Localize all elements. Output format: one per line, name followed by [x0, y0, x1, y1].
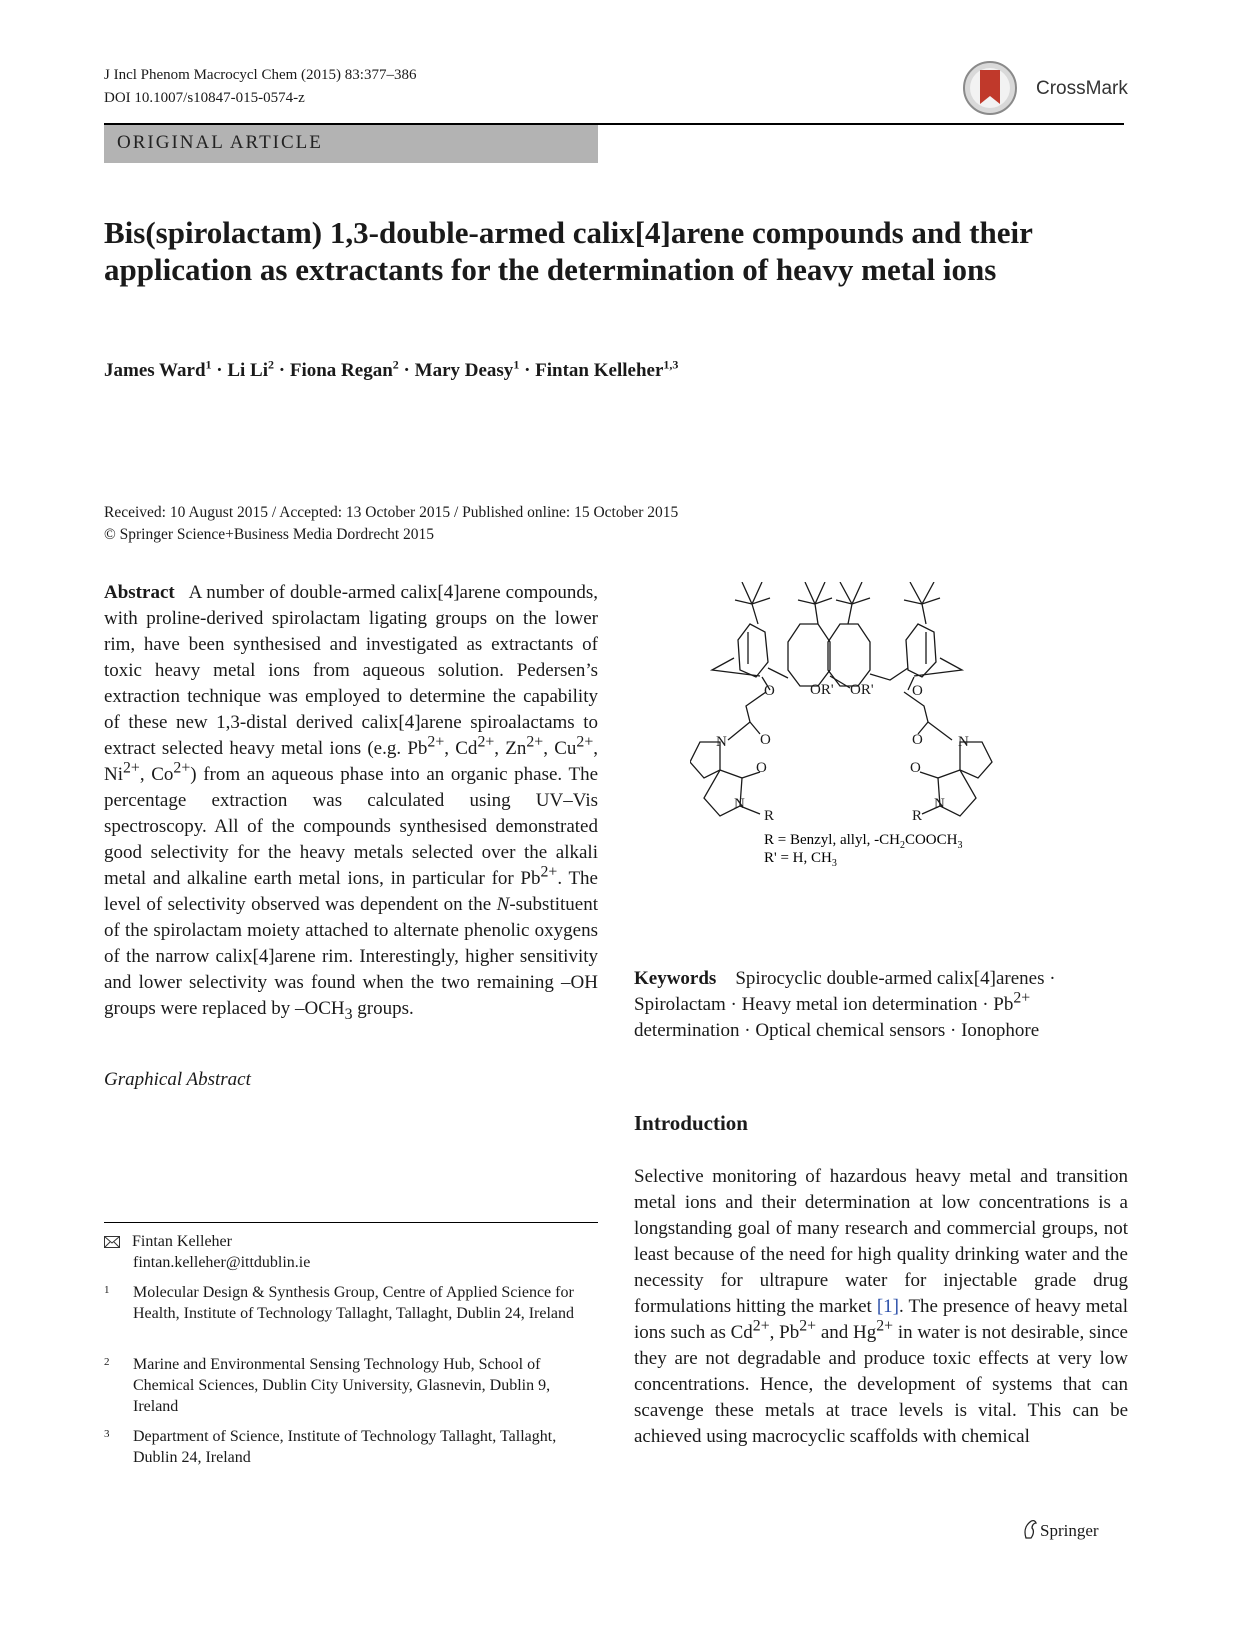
corresponding-email[interactable]: fintan.kelleher@ittdublin.ie: [133, 1254, 311, 1271]
label-or-prime-1: OR': [810, 682, 834, 698]
abstract-label: Abstract: [104, 582, 175, 603]
corresponding-name: Fintan Kelleher: [132, 1233, 232, 1250]
journal-line: J Incl Phenom Macrocycl Chem (2015) 83:377–386: [104, 67, 417, 83]
article-dates: [104, 502, 678, 546]
label-n-3: N: [958, 734, 969, 750]
label-o-2: O: [912, 683, 923, 699]
doi-line: DOI 10.1007/s10847-015-0574-z: [104, 90, 305, 106]
keywords-label: Keywords: [634, 968, 717, 989]
author-affiliation: 1,3: [663, 357, 679, 372]
structure-labels: [716, 682, 969, 824]
label-r-2: R: [912, 808, 923, 824]
author-separator: ·: [274, 360, 290, 381]
abstract-text-4: -substituent of the spirolactam moiety attached to alternate phenolic oxygens of the narrow calix[4]arene rim. Interestingly, higher sensitivity and lower selectivity was found when the two remaining –OH groups were replaced by –OCH: [104, 894, 598, 1019]
author-separator: ·: [398, 360, 415, 381]
section-banner-label: ORIGINAL ARTICLE: [117, 132, 323, 153]
label-o-1: O: [764, 683, 775, 699]
author-name[interactable]: Li Li: [227, 360, 269, 381]
affiliation-1: 1 Molecular Design & Synthesis Group, Centre of Applied Science for Health, Institute of Technology Tallaght, Tallaght, Dublin 24, Ireland: [104, 1284, 574, 1322]
affiliation-2: 2 Marine and Environmental Sensing Technology Hub, School of Chemical Sciences, Dublin City University, Glasnevin, Dublin 9, Ireland: [104, 1356, 551, 1415]
reference-link-1[interactable]: [1]: [876, 1296, 899, 1317]
abstract-text-1: A number of double-armed calix[4]arene compounds, with proline-derived spirolactam ligating groups on the lower rim, have been synthesised and investigated as extractants of toxic heavy metal ions from aqueous solution. Pedersen’s extraction technique was employed to determine the capability of these new 1,3-distal derived calix[4]arene spiroalactams to extract selected heavy metal ions (e.g. Pb: [104, 582, 598, 759]
crossmark-label[interactable]: CrossMark: [1036, 78, 1128, 99]
keywords: Keywords Spirocyclic double-armed calix[4]arenes · Spirolactam · Heavy metal ion determination · $Pb^{2+}$ determination · Optical chemical sensors · Ionophore: [634, 968, 1056, 1041]
label-o-4: O: [756, 760, 767, 776]
crossmark-icon[interactable]: [960, 60, 1020, 116]
label-o-3: O: [760, 732, 771, 748]
graphical-abstract-label: Graphical Abstract: [104, 1069, 251, 1090]
author-separator: ·: [519, 360, 536, 381]
label-r-1: R: [764, 808, 775, 824]
author-list: [104, 357, 679, 382]
abstract-text-3: . The level of selectivity observed was dependent on the: [104, 868, 598, 915]
publisher-name: Springer: [1040, 1521, 1099, 1540]
abstract-text-2: ) from an aqueous phase into an organic phase. The percentage extraction was calculated using UV–Vis spectroscopy. All of the compounds synthesised demonstrated good selectivity for the heavy metals selected over the alkali metal and alkaline earth metal ions, in particular for: [104, 764, 599, 889]
keywords-text-1: Spirocyclic double-armed calix[4]arenes · Spirolactam · Heavy metal ion determination · Pb: [634, 968, 1056, 1015]
author-affiliation: 2: [268, 357, 275, 372]
affiliation-3: 3 Department of Science, Institute of Technology Tallaght, Tallaght, Dublin 24, Ireland: [104, 1428, 557, 1466]
article-title: Bis(spirolactam) 1,3-double-armed calix[4]arene compounds and their application as extractants for the determination of heavy metal ions: [104, 215, 1033, 287]
r-prime-definition: R' = H, $CH_3$: [764, 850, 837, 869]
author-name[interactable]: Mary Deasy: [414, 360, 514, 381]
envelope-icon: [104, 1236, 120, 1248]
label-o-6: O: [910, 760, 921, 776]
r-definition: R = Benzyl, allyl, $-CH_2COOCH_3$: [764, 832, 963, 851]
springer-horse-icon: [1022, 1518, 1038, 1540]
label-n-2: N: [734, 796, 745, 812]
keywords-text-2: determination · Optical chemical sensors · Ionophore: [634, 1020, 1040, 1041]
label-n-4: N: [934, 796, 945, 812]
copyright-line: © Springer Science+Business Media Dordrecht 2015: [104, 526, 435, 543]
author-name[interactable]: Fiona Regan: [289, 360, 393, 381]
calixarene-structure-figure: [690, 582, 1100, 912]
label-or-prime-2: OR': [850, 682, 874, 698]
author-name[interactable]: James Ward: [104, 360, 206, 381]
label-o-5: O: [912, 732, 923, 748]
label-n-1: N: [716, 734, 727, 750]
author-name[interactable]: Fintan Kelleher: [535, 360, 664, 381]
footnote-rule: [104, 1222, 598, 1223]
journal-citation: [104, 64, 416, 110]
author-affiliation: 2: [392, 357, 399, 372]
corresponding-author: [104, 1231, 310, 1273]
author-separator: ·: [211, 360, 228, 381]
introduction-text: Selective monitoring of hazardous heavy metal and transition metal ions and their determination at low concentrations is a longstanding goal of many research and commercial groups, not least because of the need for high quality drinking water and the necessity for ultrapure water for injectable grade drug formulations hitting the market [1]. The presence of heavy metal ions such as $Cd^{2+}$, $Pb^{2+}$ and $Hg^{2+}$ in water is not desirable, since they are not degradable and produce toxic effects at very low concentrations. Hence, the development of systems that can scavenge these metals at trace levels is vital. This can be achieved using macrocyclic scaffolds with chemical: [634, 1166, 1128, 1447]
abstract: Abstract A number of double-armed calix[4]arene compounds, with proline-derived spirolactam ligating groups on the lower rim, have been synthesised and investigated as extractants of toxic heavy metal ions from aqueous solution. Pedersen’s extraction technique was employed to determine the capability of these new 1,3-distal derived calix[4]arene spiroalactams to extract selected heavy metal ions (e.g. $Pb^{2+}$, $Cd^{2+}$, $Zn^{2+}$, $Cu^{2+}$, $Ni^{2+}$, $Co^{2+}$) from an aqueous phase into an organic phase. The percentage extraction was calculated using UV–Vis spectroscopy. All of the compounds synthesised demonstrated good selectivity for the heavy metals selected over the alkali metal and alkaline earth metal ions, in particular for $Pb^{2+}$. The level of selectivity observed was dependent on the N-substituent of the spirolactam moiety attached to alternate phenolic oxygens of the narrow calix[4]arene rim. Interestingly, higher sensitivity and lower selectivity was found when the two remaining –OH groups were replaced by $-OCH_3$ groups.: [104, 582, 599, 1023]
author-affiliation: 1: [205, 357, 212, 372]
history-dates: Received: 10 August 2015 / Accepted: 13 October 2015 / Published online: 15 October 2015: [104, 504, 679, 521]
calixarene-skeleton: [690, 582, 992, 816]
author-affiliation: 1: [513, 357, 520, 372]
introduction-heading: Introduction: [634, 1111, 748, 1135]
